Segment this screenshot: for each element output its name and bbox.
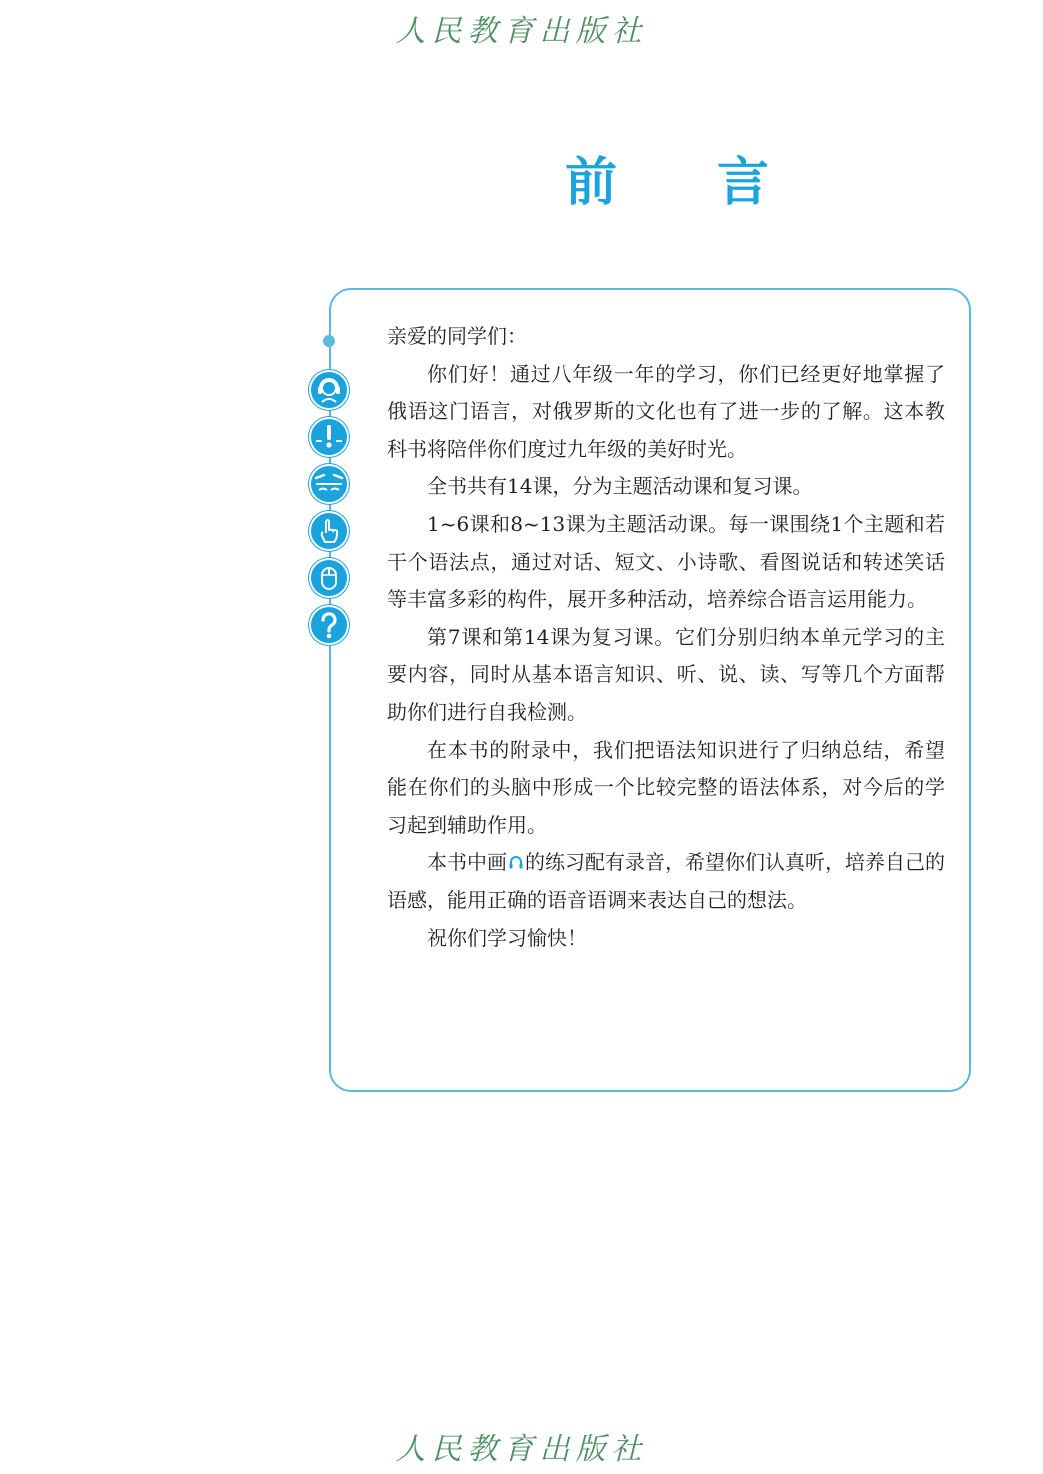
page-title-char-1: 前 [565,152,618,213]
frame-dot [323,335,335,347]
letter-paragraph-2: 全书共有14课，分为主题活动课和复习课。 [427,474,813,499]
letter-paragraph-6-after: 的练习配有录音，希望你们认真听，培养自己的语感，能用正确的语音语调来表达自己的想法。 [387,850,945,912]
headphone-icon [508,854,524,870]
dialogue-icon [309,464,349,504]
letter-closing: 祝你们学习愉快！ [427,925,587,950]
mouse-icon [309,558,349,598]
question-icon [309,605,349,645]
letter-paragraph-6-before: 本书中画 [427,850,507,875]
page-title-char-2: 言 [717,152,770,213]
letter-paragraph-5: 在本书的附录中，我们把语法知识进行了归纳总结，希望能在你们的头脑中形成一个比较完整的语法体系，对今后的学习起到辅助作用。 [387,737,945,837]
letter-greeting: 亲爱的同学们： [387,324,527,348]
letter-paragraph-4: 第7课和第14课为复习课。它们分别归纳本单元学习的主要内容，同时从基本语言知识、听、说、读、写等几个方面帮助你们进行自我检测。 [387,624,945,724]
attention-icon [309,417,349,457]
preface-letter [387,318,945,957]
listening-icon [309,370,349,410]
hand-pointing-icon [309,511,349,551]
letter-paragraph-3: 1~6课和8~13课为主题活动课。每一课围绕1个主题和若干个语法点，通过对话、短文、小诗歌、看图说话和转述笑话等丰富多彩的构件，展开多种活动，培养综合语言运用能力。 [387,511,945,612]
publisher-logo-top: 人民教育出版社 [395,14,648,49]
letter-paragraph-1: 你们好！通过八年级一年的学习，你们已经更好地掌握了俄语这门语言，对俄罗斯的文化也有了进一步的了解。这本教科书将陪伴你们度过九年级的美好时光。 [387,361,945,461]
publisher-logo-bottom: 人民教育出版社 [395,1432,648,1467]
side-icon-stack [307,370,351,652]
letter-paragraph-6 [387,844,945,919]
